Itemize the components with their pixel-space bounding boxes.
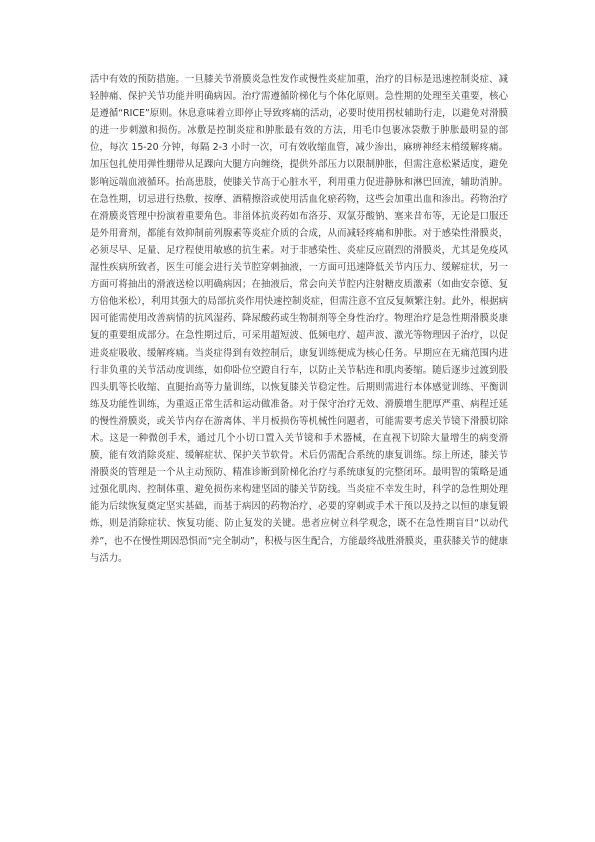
body-paragraph: 活中有效的预防措施。一旦膝关节滑膜炎急性发作或慢性炎症加重，治疗的目标是迅速控制炎症、减轻肿痛、保护关节功能并明确病因。治疗需遵循阶梯化与个体化原则。急性期的处理至关重要，核心是遵循“RICE”原则。休息意味着立即停止导致疼痛的活动，必要时使用拐杖辅助行走，以避免对滑膜的进一步刺激和损伤。冰敷是控制炎症和肿胀最有效的方法，用毛巾包裹冰袋敷于肿胀最明显的部位，每次 15-20 分钟，每隔 2-3 小时一次，可有效收缩血管，减少渗出，麻痹神经末梢缓解疼痛。加压包扎使用弹性绷带从足踝向大腿方向缠绕，提供外部压力以限制肿胀，但需注意松紧适度，避免影响远端血液循环。抬高患肢，使膝关节高于心脏水平，利用重力促进静脉和淋巴回流，辅助消肿。在急性期，切忌进行热敷、按摩、酒精擦浴或使用活血化瘀药物，这些会加重出血和渗出。药物治疗在滑膜炎管理中扮演着重要角色。非甾体抗炎药如布洛芬、双氯芬酸钠、塞来昔布等，无论是口服还是外用膏剂，都能有效抑制前列腺素等炎症介质的合成，从而减轻疼痛和肿胀。对于感染性滑膜炎，必须尽早、足量、足疗程使用敏感的抗生素。对于非感染性、炎症反应剧烈的滑膜炎，尤其是免疫风湿性疾病所致者，医生可能会进行关节腔穿刺抽液，一方面可迅速降低关节内压力、缓解症状，另一方面可将抽出的滑液送检以明确病因；在抽液后，常会向关节腔内注射糖皮质激素（如曲安奈德、复方倍他米松），利用其强大的局部抗炎作用快速控制炎症，但需注意不宜反复频繁注射。此外，根据病因可能需使用改善病情的抗风湿药、降尿酸药或生物制剂等全身性治疗。物理治疗是急性期滑膜炎康复的重要组成部分。在急性期过后，可采用超短波、低频电疗、超声波、激光等物理因子治疗，以促进炎症吸收、缓解疼痛。当炎症得到有效控制后，康复训练便成为核心任务。早期应在无痛范围内进行非负重的关节活动度训练，如仰卧位空蹬自行车，以防止关节粘连和肌肉萎缩。随后逐步过渡到股四头肌等长收缩、直腿抬高等力量训练，以恢复膝关节稳定性。后期则需进行本体感觉训练、平衡训练及功能性训练，为重返正常生活和运动做准备。对于保守治疗无效、滑膜增生肥厚严重、病程迁延的慢性滑膜炎，或关节内存在游离体、半月板损伤等机械性问题者，可能需要考虑关节镜下滑膜切除术。这是一种微创手术，通过几个小切口置入关节镜和手术器械，在直视下切除大量增生的病变滑膜，能有效消除炎症、缓解症状、保护关节软骨。术后仍需配合系统的康复训练。综上所述，膝关节滑膜炎的管理是一个从主动预防、精准诊断到阶梯化治疗与系统康复的完整闭环。最明智的策略是通过强化肌肉、控制体重、避免损伤来构建坚固的膝关节防线。当炎症不幸发生时，科学的急性期处理能为后续恢复奠定坚实基础，而基于病因的药物治疗、必要的穿刺或手术干预以及持之以恒的康复锻炼，则是消除症状、恢复功能、防止复发的关键。患者应树立科学观念，既不在急性期盲目“以动代养”，也不在慢性期因恐惧而“完全制动”，积极与医生配合，方能最终战胜滑膜炎，重获膝关节的健康与活力。 (90, 74, 508, 564)
